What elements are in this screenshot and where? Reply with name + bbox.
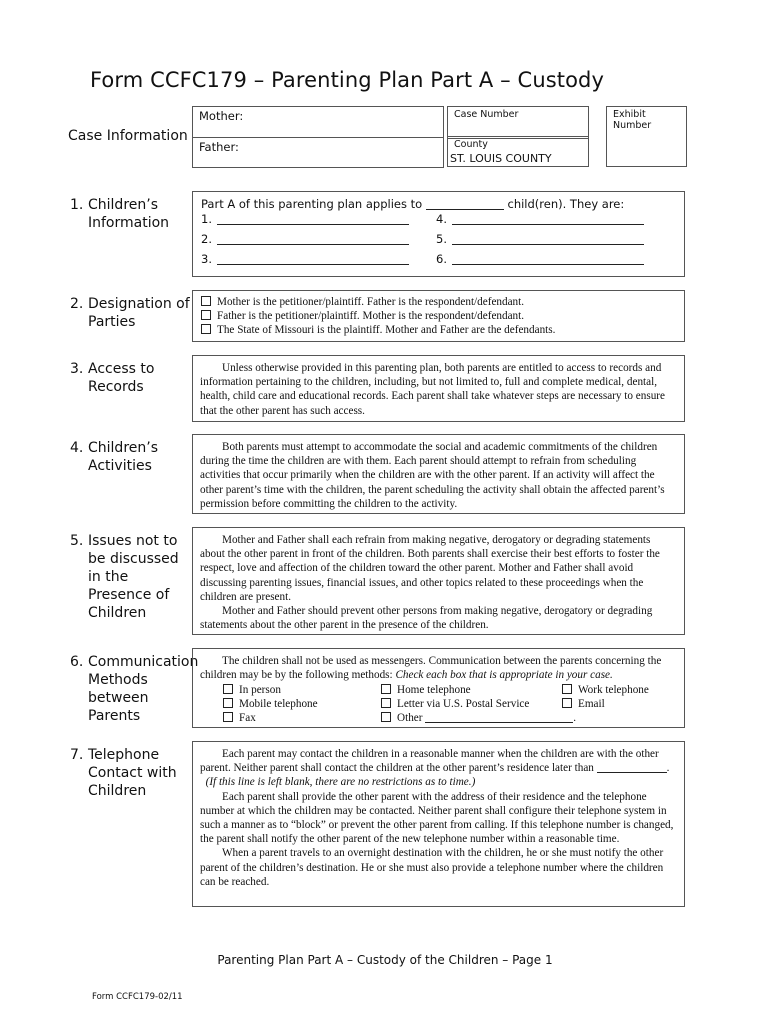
party-option-3[interactable]: The State of Missouri is the plaintiff. Mother and Father are the defendants. — [201, 323, 676, 337]
method-letter-checkbox[interactable] — [381, 698, 391, 708]
method-other-field[interactable] — [425, 711, 573, 723]
exhibit-number-label: Exhibit Number — [613, 109, 652, 131]
method-letter[interactable]: Letter via U.S. Postal Service — [381, 697, 529, 711]
child-6-field[interactable] — [452, 253, 644, 265]
party-option-3-checkbox[interactable] — [201, 324, 211, 334]
page-footer: Parenting Plan Part A – Custody of the Children – Page 1 — [217, 953, 553, 967]
telephone-text-2: Each parent shall provide the other parent with the address of their residence and the telephone number at which the children may be contacted. Neither parent shall configure their telephone system in such a manner as to “block” or prevent the other parent from calling. If this telephone number is changed, the parent shall notify the other parent of the new telephone number within a reasonable time. — [200, 790, 674, 846]
section-2-label: 2. Designation of Parties — [70, 296, 190, 330]
child-3-field[interactable] — [217, 253, 409, 265]
child-row-1: 1. — [201, 212, 409, 226]
child-5-field[interactable] — [452, 233, 644, 245]
child-row-3: 3. — [201, 252, 409, 266]
section-5-label: 5. Issues not to be discussed in the Presence of Children — [70, 533, 179, 621]
method-other[interactable]: Other . — [381, 711, 576, 725]
method-home-telephone[interactable]: Home telephone — [381, 683, 471, 697]
section-5-box — [192, 527, 685, 635]
mother-label: Mother: — [199, 109, 244, 123]
telephone-text-3: When a parent travels to an overnight destination with the children, he or she must notify the other parent of the children’s destination. He or she must also provide a telephone number where the children can be reached. — [200, 847, 664, 888]
communication-intro: The children shall not be used as messengers. Communication between the parents concerning the children may be by the following methods: Check each box that is appropriate in your case. — [200, 655, 662, 682]
form-id-footer: Form CCFC179-02/11 — [92, 992, 183, 1002]
party-option-2[interactable]: Father is the petitioner/plaintiff. Mother is the respondent/defendant. — [201, 309, 676, 323]
issues-text-1: Mother and Father shall each refrain from making negative, derogatory or degrading statements about the other parent in front of the children. Both parents shall exercise their best efforts to foster the respect, love and affection of the children toward the other parent. Mother and Father shall avoid discussing parenting issues, financial issues, and other topics related to these proceedings when the children are present. — [200, 534, 660, 603]
section-1-box — [192, 191, 685, 277]
method-work-telephone[interactable]: Work telephone — [562, 683, 649, 697]
section-6-box — [192, 648, 685, 728]
method-email[interactable]: Email — [562, 697, 605, 711]
section-4-box — [192, 434, 685, 514]
activities-text: Both parents must attempt to accommodate the social and academic commitments of the children during the time the children are with them. Each parent should attempt to refrain from scheduling activities that occur primarily when the children are with the other parent. If an activity will affect the other parent’s time with the children, the parent scheduling the activity shall obtain the affected parent’s permission before committing the children to the activity. — [200, 441, 665, 510]
contact-time-field[interactable] — [597, 761, 667, 773]
exhibit-number-box[interactable] — [606, 106, 687, 167]
method-in-person-checkbox[interactable] — [223, 684, 233, 694]
section-1-label: 1. Children’s Information — [70, 197, 170, 231]
child-row-6: 6. — [436, 252, 644, 266]
section-7-box — [192, 741, 685, 907]
child-row-5: 5. — [436, 232, 644, 246]
method-mobile-telephone[interactable]: Mobile telephone — [223, 697, 318, 711]
access-records-text: Unless otherwise provided in this parenting plan, both parents are entitled to access to records and information pertaining to the children, including, but not limited to, full and complete medical, dental, health, child care and educational records. Each parent shall take whatever steps are necessary to ensure that the other parent has such access. — [200, 362, 665, 417]
child-2-field[interactable] — [217, 233, 409, 245]
case-information-label: Case Information — [68, 128, 188, 144]
case-number-label: Case Number — [454, 109, 519, 120]
father-name-field[interactable] — [253, 141, 433, 163]
section-3-label: 3. Access to Records — [70, 361, 155, 395]
method-email-checkbox[interactable] — [562, 698, 572, 708]
section-4-label: 4. Children’s Activities — [70, 440, 158, 474]
method-fax[interactable]: Fax — [223, 711, 256, 725]
child-count-field[interactable] — [426, 198, 504, 210]
section-6-label: 6. Communication Methods between Parents — [70, 654, 199, 724]
telephone-text-1: Each parent may contact the children in a reasonable manner when the children are with the other parent. Neither parent shall contact the children at the other parent’s residence later than . (If this line is left blank, there are no restrictions as to time.) — [200, 748, 670, 789]
method-home-telephone-checkbox[interactable] — [381, 684, 391, 694]
section-2-box — [192, 290, 685, 342]
mother-name-field[interactable] — [253, 111, 433, 133]
method-in-person[interactable]: In person — [223, 683, 281, 697]
form-title: Form CCFC179 – Parenting Plan Part A – Custody — [90, 68, 605, 92]
method-other-checkbox[interactable] — [381, 712, 391, 722]
parents-divider — [193, 137, 443, 138]
contact-time-note: (If this line is left blank, there are no restrictions as to time.) — [205, 776, 476, 789]
father-label: Father: — [199, 140, 239, 154]
communication-instruction: Check each box that is appropriate in your case. — [395, 669, 613, 682]
children-intro: Part A of this parenting plan applies to child(ren). They are: — [201, 197, 625, 211]
case-number-box[interactable] — [447, 106, 589, 139]
parents-name-box — [192, 106, 444, 168]
child-row-2: 2. — [201, 232, 409, 246]
method-fax-checkbox[interactable] — [223, 712, 233, 722]
county-value: ST. LOUIS COUNTY — [450, 152, 552, 165]
party-option-2-checkbox[interactable] — [201, 310, 211, 320]
child-1-field[interactable] — [217, 213, 409, 225]
county-box[interactable] — [447, 136, 589, 167]
method-work-telephone-checkbox[interactable] — [562, 684, 572, 694]
party-option-1[interactable]: Mother is the petitioner/plaintiff. Father is the respondent/defendant. — [201, 295, 676, 309]
method-mobile-telephone-checkbox[interactable] — [223, 698, 233, 708]
section-7-label: 7. Telephone Contact with Children — [70, 747, 177, 799]
county-label: County — [454, 139, 488, 150]
child-4-field[interactable] — [452, 213, 644, 225]
section-3-box — [192, 355, 685, 422]
party-option-1-checkbox[interactable] — [201, 296, 211, 306]
issues-text-2: Mother and Father should prevent other persons from making negative, derogatory or degrading statements about the other parent in the presence of the children. — [200, 605, 653, 632]
child-row-4: 4. — [436, 212, 644, 226]
